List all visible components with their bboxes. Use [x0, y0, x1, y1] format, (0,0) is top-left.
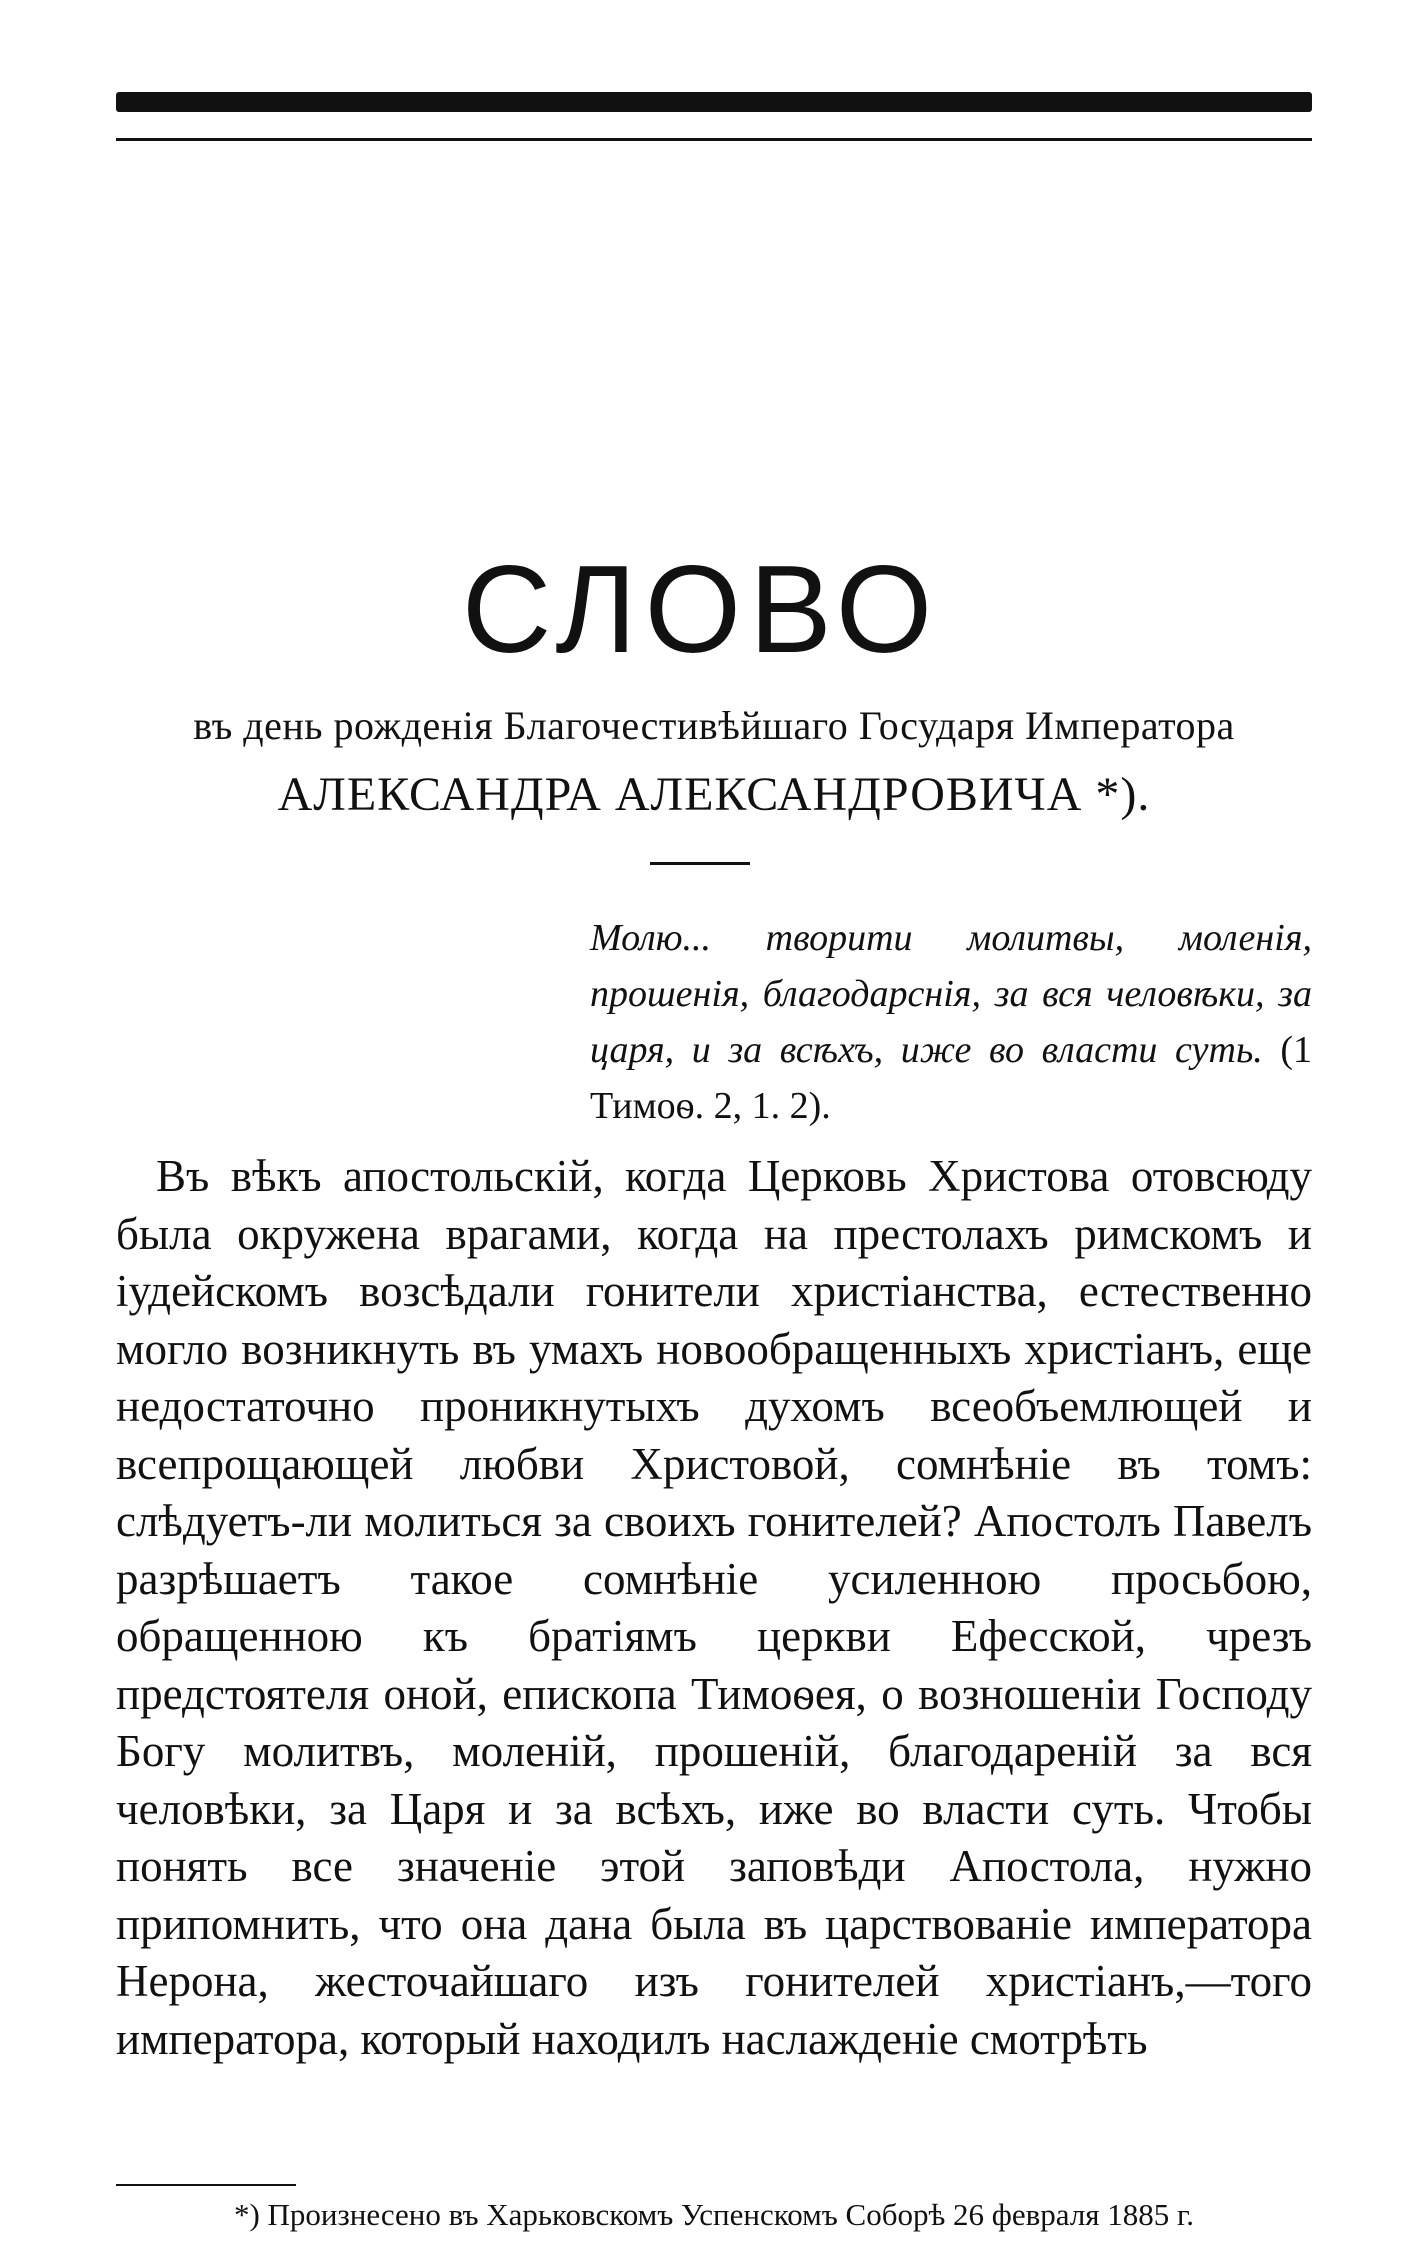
subject-name: АЛЕКСАНДРА АЛЕКСАНДРОВИЧА *). [277, 768, 1151, 821]
body-paragraph: Въ вѣкъ апостольскій, когда Церковь Христова отовсюду была окружена врагами, когда на престолахъ римскомъ и іудейскомъ возсѣдали гонители христіанства, естественно могло возникнуть въ умахъ новообращенныхъ христіанъ, еще недостаточно проникнутыхъ духомъ всеобъемлющей и всепрощающей любви Христовой, сомнѣніе въ томъ: слѣдуетъ-ли молиться за своихъ гонителей? Апостолъ Павелъ разрѣшаетъ такое сомнѣніе усиленною просьбою, обращенною къ братіямъ церкви Ефесской, чрезъ предстоятеля оной, епископа Тимоѳея, о возношеніи Господу Богу молитвъ, моленій, прошеній, благодареній за вся человѣки, за Царя и за всѣхъ, иже во власти суть. Чтобы понять все значеніе этой заповѣди Апостола, нужно припомнить, что она дана была въ царствованіе императора Нерона, жесточайшаго изъ гонителей христіанъ,—того императора, который находилъ наслажденіе смотрѣть [116, 1151, 1312, 2064]
header-thick-rule [116, 92, 1312, 112]
header-thin-rule [116, 138, 1312, 141]
footnote: *) Произнесено въ Харьковскомъ Успенскомъ Соборѣ 26 февраля 1885 г. [233, 2197, 1195, 2232]
epigraph [590, 910, 1312, 1134]
page-title: СЛОВО [461, 541, 941, 679]
epigraph-text: Молю... творити молитвы, моленія, прошенія, благодарснія, за вся человѣки, за царя, и за всѣхъ, иже во власти суть. [590, 917, 1312, 1071]
subtitle: въ день рожденія Благочестивѣйшаго Государя Императора [193, 703, 1235, 748]
footnote-rule [116, 2184, 296, 2186]
separator-rule [650, 862, 750, 865]
epigraph-citation: (1 Тимоѳ. 2, 1. 2). [590, 1029, 1313, 1127]
